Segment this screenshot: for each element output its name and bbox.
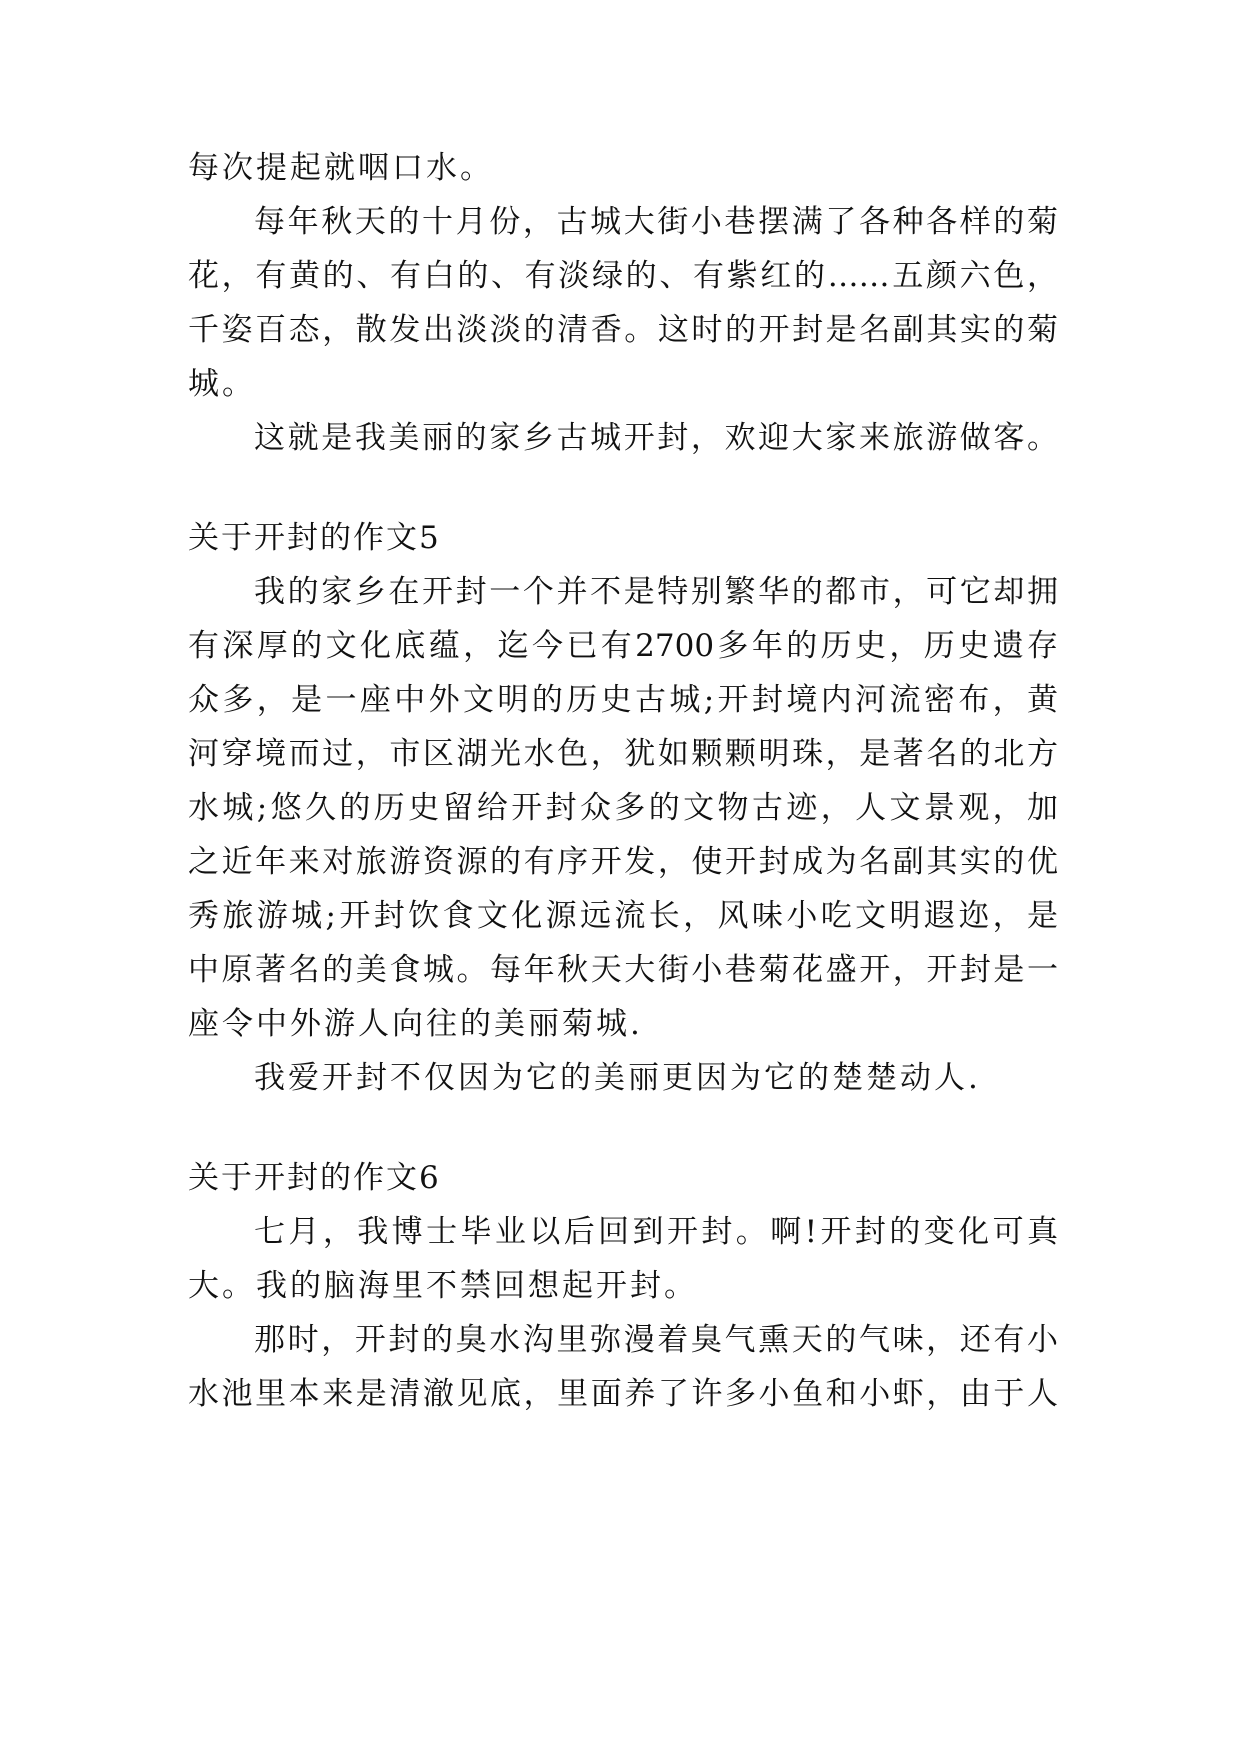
paragraph-line: 花，有黄的、有白的、有淡绿的、有紫红的……五颜六色，: [188, 258, 1058, 294]
paragraph-line: 千姿百态，散发出淡淡的清香。这时的开封是名副其实的菊: [188, 312, 1058, 348]
text-line: 每次提起就咽口水。: [188, 150, 494, 186]
text-line: 城。: [188, 366, 256, 402]
paragraph-line: 中原著名的美食城。每年秋天大街小巷菊花盛开，开封是一: [188, 952, 1058, 988]
text-line: 我爱开封不仅因为它的美丽更因为它的楚楚动人.: [254, 1060, 981, 1096]
paragraph-line: 河穿境而过，市区湖光水色，犹如颗颗明珠，是著名的北方: [188, 736, 1058, 772]
section-heading: 关于开封的作文5: [188, 520, 441, 556]
paragraph-line: 每年秋天的十月份，古城大街小巷摆满了各种各样的菊: [254, 204, 1058, 240]
paragraph-line: 众多，是一座中外文明的历史古城;开封境内河流密布，黄: [188, 682, 1058, 718]
paragraph-line: 七月，我博士毕业以后回到开封。啊!开封的变化可真: [254, 1214, 1058, 1250]
paragraph-line: 这就是我美丽的家乡古城开封，欢迎大家来旅游做客。: [254, 420, 1058, 456]
paragraph-line: 之近年来对旅游资源的有序开发，使开封成为名副其实的优: [188, 844, 1058, 880]
text-line: 座令中外游人向往的美丽菊城.: [188, 1006, 643, 1042]
paragraph-line: 那时，开封的臭水沟里弥漫着臭气熏天的气味，还有小: [254, 1322, 1058, 1358]
paragraph-line: 水城;悠久的历史留给开封众多的文物古迹，人文景观，加: [188, 790, 1058, 826]
paragraph-line: 我的家乡在开封一个并不是特别繁华的都市，可它却拥: [254, 574, 1058, 610]
paragraph-line: 有深厚的文化底蕴，迄今已有2700多年的历史，历史遗存: [188, 628, 1058, 664]
section-heading: 关于开封的作文6: [188, 1160, 441, 1196]
text-line: 大。我的脑海里不禁回想起开封。: [188, 1268, 698, 1304]
paragraph-line: 水池里本来是清澈见底，里面养了许多小鱼和小虾，由于人: [188, 1376, 1058, 1412]
paragraph-line: 秀旅游城;开封饮食文化源远流长，风味小吃文明遐迩，是: [188, 898, 1058, 934]
